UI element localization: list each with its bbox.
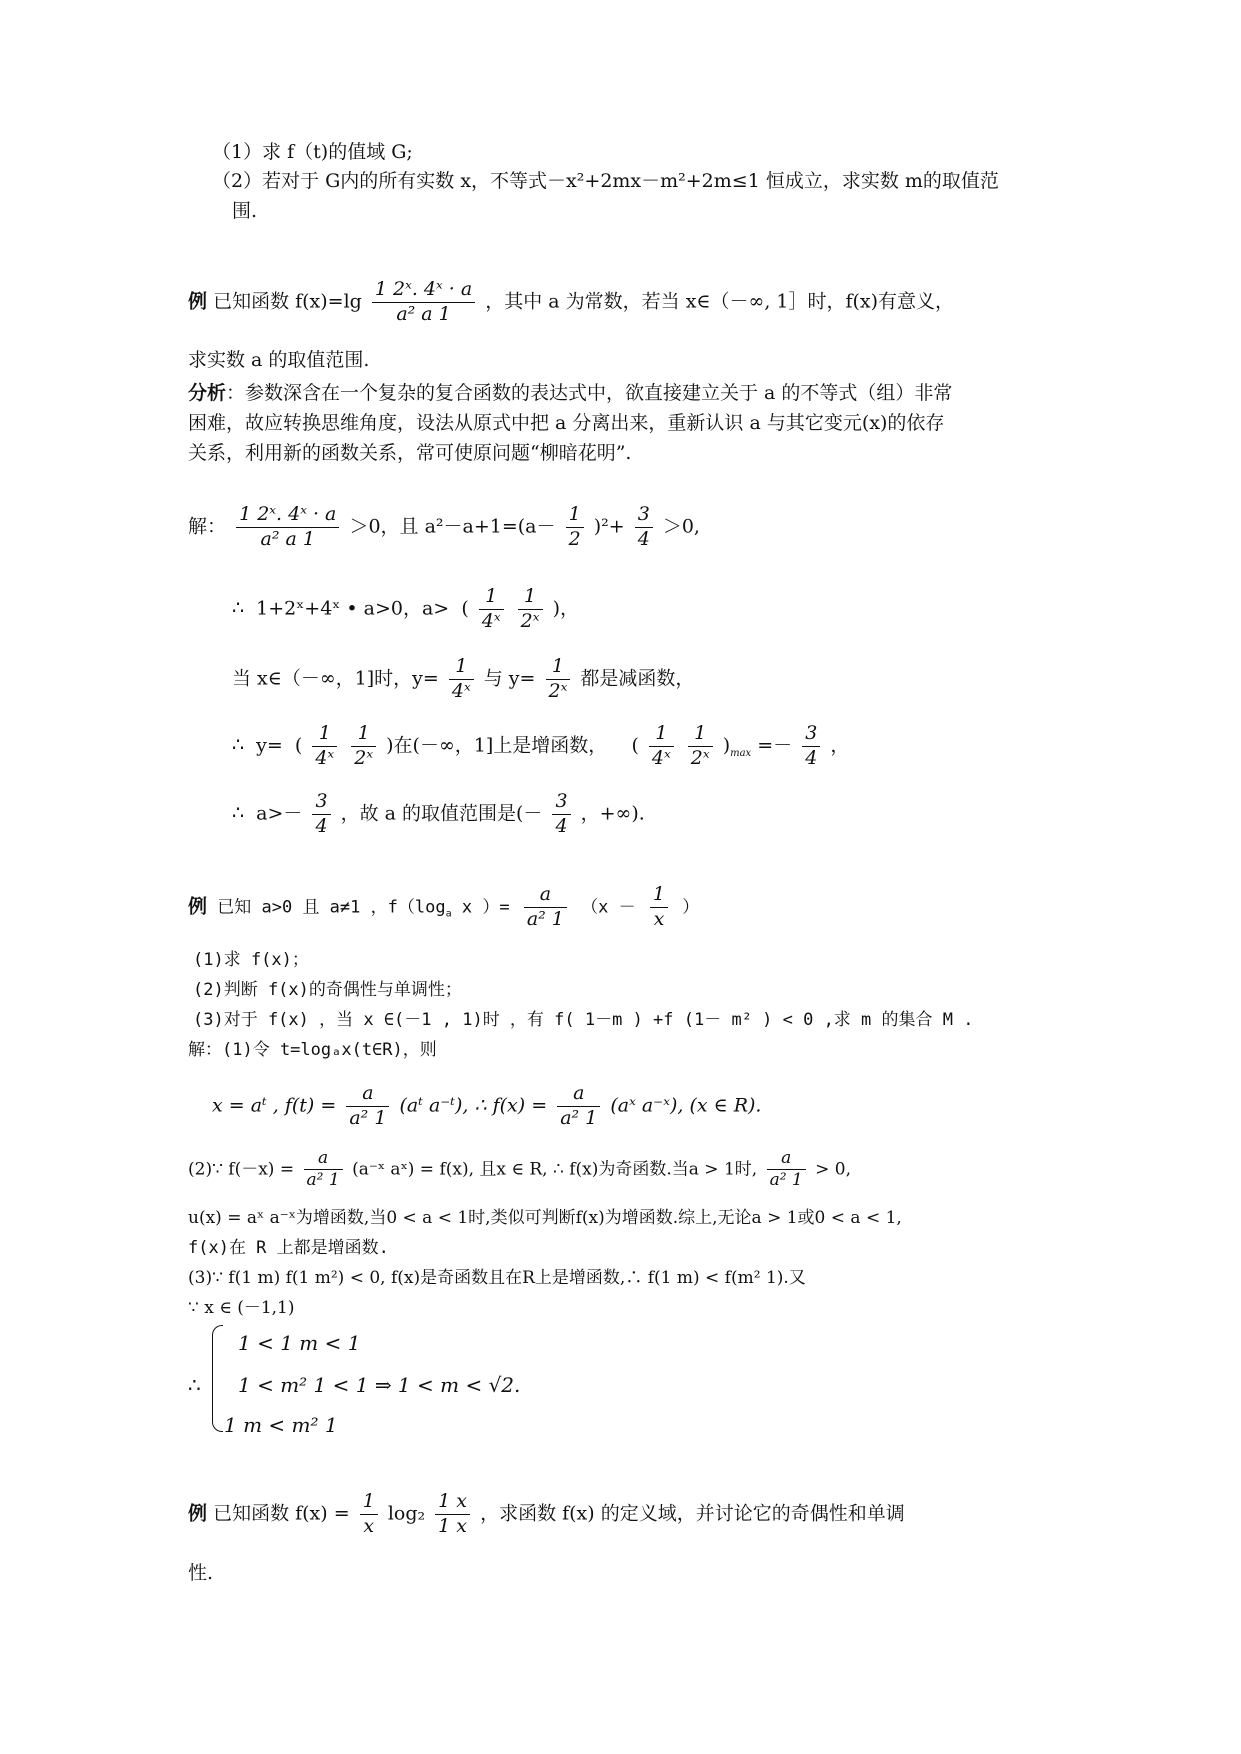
- example-2-part-2: (2)判断 f(x)的奇偶性与单调性；: [193, 980, 462, 1000]
- solution-1-step-5: ∴ a>－ $\frac{3}{4}$ ，故 a 的取值范围是(－ $\frac{3}{4}$ ，+∞).: [232, 790, 645, 837]
- analysis-line-2: 困难，故应转换思维角度，设法从原式中把 a 分离出来，重新认识 a 与其它变元(x)的依存: [188, 412, 945, 434]
- fraction: $\frac{1}{x}$: [650, 883, 668, 932]
- fraction: $\frac{3}{4}$: [312, 790, 330, 839]
- fraction: $\frac{1}{\text{4ˣ}}$: [649, 722, 674, 771]
- solution-2-step-2: x = aᵗ , f(t) = $\frac{a}{\text{a² 1}}$ (aᵗ a⁻ᵗ), ∴ f(x) = $\frac{a}{\text{a² 1}}$ (aˣ a⁻ˣ), (x ∈ R).: [212, 1082, 762, 1129]
- fraction: $\frac{3}{4}$: [552, 790, 570, 839]
- system-line-1: 1 < 1 m < 1: [238, 1331, 361, 1355]
- solution-1-step-2: ∴ 1+2ˣ+4ˣ • a>0，a> ( $\frac{1}{\text{4ˣ}}$ $\frac{1}{\text{2ˣ}}$ )，: [232, 585, 579, 632]
- question-part-2-line-1: （2）若对于 G内的所有实数 x，不等式－x²+2mx－m²+2m≤1 恒成立，求实数 m的取值范: [212, 170, 999, 192]
- solution-1-step-3: 当 x∈（－∞，1]时，y= $\frac{1}{\text{4ˣ}}$ 与 y= $\frac{1}{\text{2ˣ}}$ 都是减函数，: [232, 655, 695, 702]
- system-therefore: ∴: [188, 1373, 201, 1397]
- system-brace: [212, 1325, 223, 1432]
- fraction: $\frac{1}{\text{4ˣ}}$: [312, 722, 337, 771]
- fraction: $\frac{a}{\text{a² 1}}$: [346, 1082, 389, 1131]
- solution-1-step-1: 解： $\frac{\text{1 2ˣ. 4ˣ · a}}{\text{a² a 1}}$ ＞0，且 a²－a+1=(a－ $\frac{1}{2}$ )²+ $\frac{3}{4}$ ＞0,: [188, 503, 700, 550]
- analysis-line-3: 关系，利用新的函数关系，常可使原问题“柳暗花明”.: [188, 442, 632, 464]
- fraction: $\frac{\text{1 2ˣ. 4ˣ · a}}{\text{a² a 1}}$: [372, 278, 475, 327]
- example-label: 例: [188, 290, 208, 313]
- fraction: $\frac{1}{\text{2ˣ}}$: [351, 722, 376, 771]
- solution-1-step-4: ∴ y= ( $\frac{1}{\text{4ˣ}}$ $\frac{1}{\text{2ˣ}}$ )在(－∞，1]上是增函数， ( $\frac{1}{\text{4ˣ}}$ $\frac{1}{\text{2ˣ}}$ )$_{max}$ =－ $\frac{3}{4}$ ，: [232, 722, 850, 769]
- example-label: 例: [188, 1502, 208, 1525]
- fraction: $\frac{3}{4}$: [802, 722, 820, 771]
- fraction: $\frac{1}{\text{4ˣ}}$: [449, 655, 474, 704]
- fraction: $\frac{1}{\text{2ˣ}}$: [518, 585, 543, 634]
- question-part-1: （1）求 f（t)的值域 G;: [212, 141, 413, 163]
- analysis-line-1: 分析：参数深含在一个复杂的复合函数的表达式中，欲直接建立关于 a 的不等式（组）非常: [188, 382, 953, 404]
- fraction: $\frac{3}{4}$: [635, 503, 653, 552]
- example-2-part-3: (3)对于 f(x) ，当 x ∈(－1 , 1)时 ，有 f( 1－m ) +f (1－ m² ) < 0 ,求 m 的集合 M .: [193, 1010, 974, 1030]
- fraction: $\frac{a}{\text{a² 1}}$: [524, 883, 567, 932]
- example-2-part-1: (1)求 f(x)；: [193, 950, 309, 970]
- solution-2-step-3: (2)∵ f(－x) = $\frac{a}{\text{a² 1}}$ (a⁻ˣ aˣ) = f(x), 且x ∈ R, ∴ f(x)为奇函数.当a > 1时, $\frac{a}{\text{a² 1}}$ > 0,: [188, 1148, 852, 1191]
- example-3-statement-line-2: 性.: [188, 1562, 214, 1584]
- fraction: $\frac{1 x}{1 x}$: [435, 1490, 470, 1539]
- fraction: $\frac{a}{\text{a² 1}}$: [557, 1082, 600, 1131]
- system-line-3: 1 m < m² 1: [224, 1413, 338, 1437]
- solution-2-step-5: f(x)在 R 上都是增函数.: [188, 1238, 389, 1258]
- fraction: $\frac{1}{2}$: [566, 503, 584, 552]
- example-2-statement: 例 已知 a>0 且 a≠1 ，$f(\log_a$ x ）= $\frac{a}{\text{a² 1}}$ （x － $\frac{1}{x}$ ）: [188, 883, 700, 930]
- fraction: $\frac{1}{\text{2ˣ}}$: [688, 722, 713, 771]
- fraction: $\frac{1}{\text{2ˣ}}$: [546, 655, 571, 704]
- example-1-statement: 例 已知函数 f(x)=lg $\frac{\text{1 2ˣ. 4ˣ · a}}{\text{a² a 1}}$ ，其中 a 为常数，若当 x∈（－∞, 1］时，f(x)有意义，: [188, 278, 955, 325]
- fraction: $\frac{1}{x}$: [360, 1490, 378, 1539]
- fraction: $\frac{\text{1 2ˣ. 4ˣ · a}}{\text{a² a 1}}$: [236, 503, 339, 552]
- system-line-2: 1 < m² 1 < 1 ⇒ 1 < m < √2.: [238, 1373, 521, 1397]
- solution-2-step-1: 解：(1)令 t=logₐx(t∈R)，则: [188, 1040, 437, 1060]
- example-label: 例: [188, 895, 208, 918]
- solution-2-step-6: (3)∵ f(1 m) f(1 m²) < 0, f(x)是奇函数且在R上是增函数,∴ f(1 m) < f(m² 1).又: [188, 1268, 806, 1288]
- fraction: $\frac{a}{\text{a² 1}}$: [767, 1148, 806, 1192]
- fraction: $\frac{a}{\text{a² 1}}$: [304, 1148, 343, 1192]
- example-1-statement-line-2: 求实数 a 的取值范围.: [188, 349, 370, 371]
- fraction: $\frac{1}{\text{4ˣ}}$: [479, 585, 504, 634]
- solution-2-step-7: ∵ x ∈ (－1,1): [188, 1298, 295, 1318]
- example-3-statement: 例 已知函数 f(x) = $\frac{1}{x}$ log₂ $\frac{1 x}{1 x}$ ，求函数 f(x) 的定义域，并讨论它的奇偶性和单调: [188, 1490, 905, 1537]
- question-part-2-line-2: 围.: [232, 200, 258, 222]
- solution-2-step-4: u(x) = aˣ a⁻ˣ为增函数,当0 < a < 1时,类似可判断f(x)为增函数.综上,无论a > 1或0 < a < 1,: [188, 1208, 902, 1228]
